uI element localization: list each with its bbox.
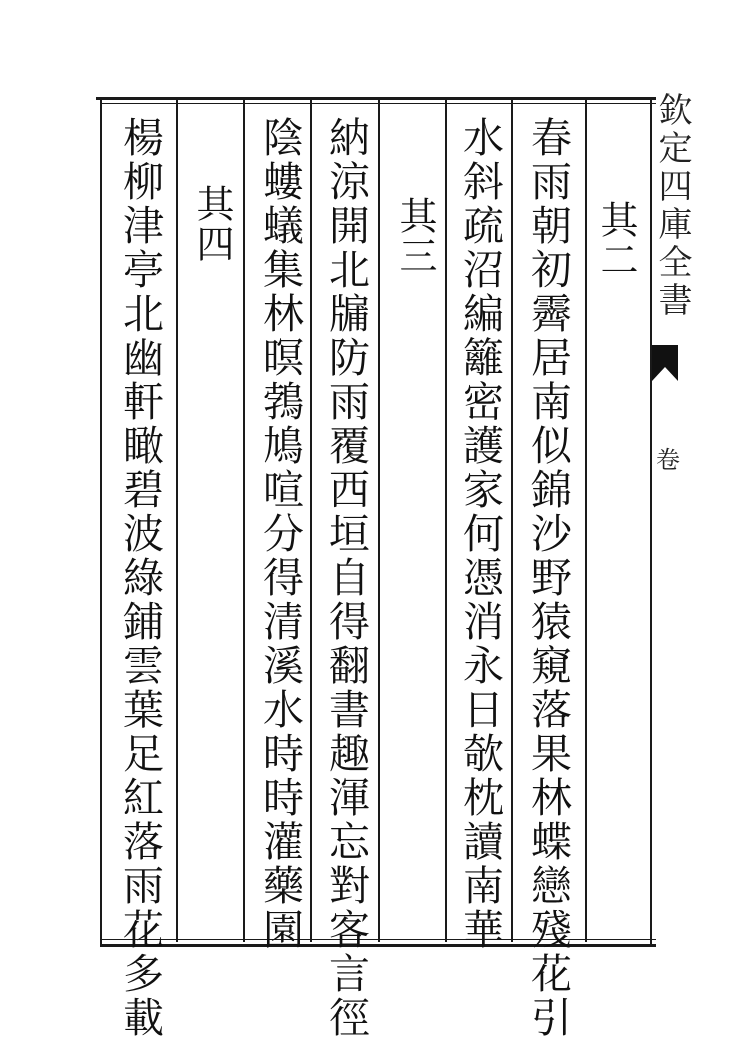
column-separator xyxy=(243,100,245,942)
poem-heading-4: 其四 xyxy=(190,184,234,264)
fold-chapter-mark: 卷 xyxy=(656,446,680,474)
verse-column: 水斜疏沼編籬密護家何憑消永日欹枕讀南華 xyxy=(456,116,504,952)
column-separator xyxy=(176,100,178,942)
verse-column: 陰螻蟻集林暝鵓鳩喧分得清溪水時時灌藥園 xyxy=(256,116,304,952)
verse-column: 春雨朝初霽居南似錦沙野猿窺落果林蝶戀殘花引 xyxy=(524,116,572,1040)
column-separator xyxy=(511,100,513,942)
verse-column: 納涼開北牖防雨覆西垣自得翻書趣渾忘對客言徑 xyxy=(322,116,370,1040)
poem-heading-3: 其三 xyxy=(393,196,437,276)
column-separator xyxy=(310,100,312,942)
frame-top-rule xyxy=(96,97,656,100)
column-separator xyxy=(378,100,380,942)
fold-book-title: 欽定四庫全書 xyxy=(652,92,692,320)
poem-heading-2: 其二 xyxy=(594,200,638,280)
frame-bottom-rule xyxy=(100,944,656,947)
column-separator xyxy=(585,100,587,942)
column-separator xyxy=(445,100,447,942)
verse-column: 楊柳津亭北幽軒瞰碧波綠鋪雲葉足紅落雨花多載 xyxy=(116,116,164,1040)
frame-left-rule xyxy=(100,97,102,947)
fold-fishtail-mark xyxy=(652,345,678,367)
